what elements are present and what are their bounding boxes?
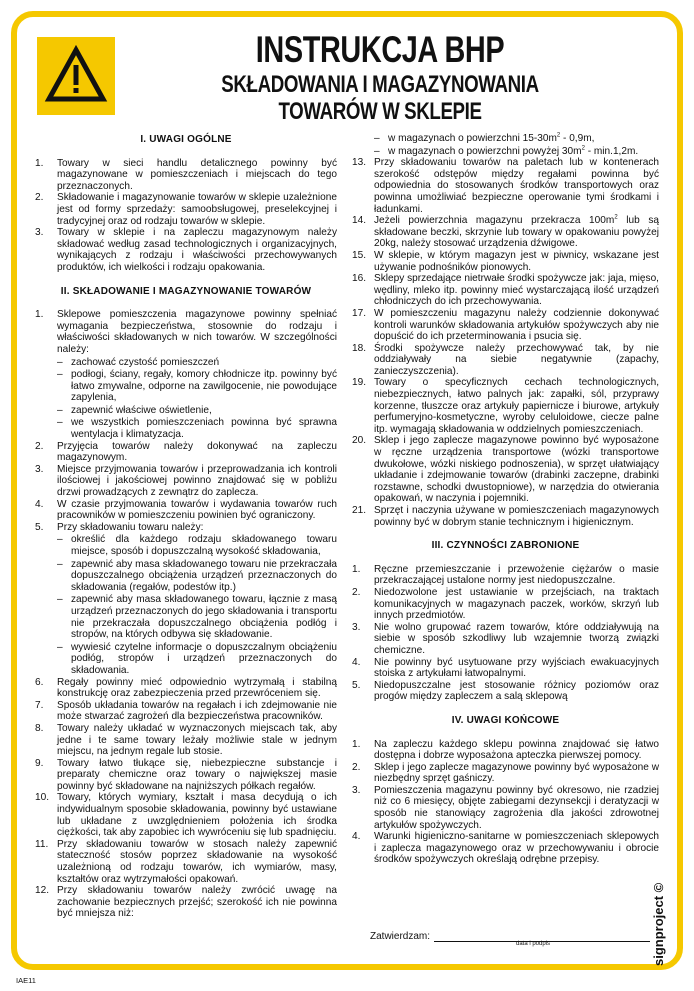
- list-item: 3. Pomieszczenia magazynu powinny być okresowo, nie rzadziej niż co 6 miesięcy, objęte zabiegami dezynsekcji i deratyzacji w sposób nie stanowiący zagrożenia dla jakości zdrowotnej artykułów spożywczych.: [352, 784, 659, 831]
- section-1-heading: I. UWAGI OGÓLNE: [140, 134, 232, 145]
- section-2-list: [35, 309, 337, 920]
- list-item: 19. Towary o specyficznych cechach technologicznych, niebezpiecznych, łatwo palnych jak: zapałki, sól, przyprawy korzenne, tłuszcze oraz artykuły papiernicze i biurowe, artykuły perfumeryjno-kosmetyczne, wyroby celuloidowe, ciecze palne itp. wymagają składowania w oddzielnych pomieszczeniach.: [352, 377, 659, 435]
- list-item: 2. Składowanie i magazynowanie towarów w sklepie uzależnione jest od formy sprzedaży: samoobsługowej, preselekcyjnej i tradycyjnej oraz od rodzaju towarów w sklepie.: [35, 192, 337, 227]
- list-item: 14. Jeżeli powierzchnia magazynu przekracza $100m^2$ lub są składowane beczki, skrzynie lub towary w opakowaniu powyżej 20kg, należy stosować urządzenia dźwigowe.: [352, 214, 659, 250]
- list-item: 2. Przyjęcia towarów należy dokonywać na zapleczu magazynowym.: [35, 440, 337, 464]
- list-item: 11. Przy składowaniu towarów w stosach należy zapewnić stateczność stosów poprzez składowanie na wysokość uzależnioną od rodzaju towarów, ich wymiarów, masy, kształtów oraz wytrzymałości opakowań.: [35, 838, 337, 885]
- title-line-3: TOWARÓW W SKLEPIE: [278, 98, 482, 125]
- warning-sign: [37, 37, 115, 115]
- list-item: 1. Ręczne przemieszczanie i przewożenie ciężarów o masie przekraczającej ustalone normy jest niedopuszczalne.: [352, 563, 659, 587]
- list-item: 3. Nie wolno grupować razem towarów, które oddziaływują na siebie w sposób szkodliwy lub wzajemnie tworzą związki chemiczne.: [352, 621, 659, 656]
- signature-label: Zatwierdzam:: [370, 931, 431, 942]
- list-item: 12. Przy składowaniu towarów należy zwrócić uwagę na zachowanie bezpiecznych przejść; szerokość ich nie powinna być mniejsza niż:: [35, 885, 337, 920]
- list-item: 2. Sklep i jego zaplecze magazynowe powinny być wyposażone w niezbędny sprzęt gaśniczy.: [352, 761, 659, 785]
- list-item: 4. W czasie przyjmowania towarów i wydawania towarów ruch pracowników w pomieszczeniu powinien być ograniczony.: [35, 498, 337, 522]
- list-item: 7. Sposób układania towarów na regałach i ich zdejmowanie nie może stwarzać zagrożeń dla bezpieczeństwa pracowników.: [35, 699, 337, 723]
- sub-item: – zapewnić właściwe oświetlenie,: [57, 404, 212, 416]
- title-line-1: INSTRUKCJA BHP: [255, 29, 505, 70]
- sub-item: – wywiesić czytelne informacje o dopuszczalnym obciążeniu podłóg, stropów i urządzeń przeznaczonych do składowania.: [57, 641, 337, 676]
- right-column: [352, 132, 659, 866]
- list-item: 1. Sklepowe pomieszczenia magazynowe powinny spełniać wymagania bezpieczeństwa, stosownie do rodzaju i właściwości składowanych w nich towarów. W szczególności należy: – zachować czystość pomieszczeń – podłogi, ściany, regały, komory chłodnicze itp. powinny być łatwo zmywalne, odporne na zawilgocenie, nie powodujące zapylenia, – zapewnić właściwe oświetlenie, – we wszystkich pomieszczeniach powinna być sprawna wentylacja i klimatyzacja.: [35, 309, 337, 441]
- list-item: 15. W sklepie, w którym magazyn jest w piwnicy, wskazane jest używanie podnośników pionowych.: [352, 249, 659, 273]
- list-item: 9. Towary łatwo tłukące się, niebezpieczne substancje i preparaty chemiczne oraz towary o największej masie powinny być składowane na najniższych półkach regałów.: [35, 757, 337, 792]
- list-item: 10. Towary, których wymiary, kształt i masa decydują o ich indywidualnym sposobie składowania, powinny być ustawiane lub układane z uwzględnieniem położenia ich środka ciężkości, tak aby zapobiec ich wywróceniu się lub spadnięciu.: [35, 792, 337, 839]
- warning-triangle-icon: [37, 37, 115, 115]
- section-1-list: [35, 158, 337, 274]
- list-item: 4. Warunki higieniczno-sanitarne w pomieszczeniach sklepowych i zaplecza magazynowego oraz w przechowywaniu i obrocie środków spożywczych określają odrębne przepisy.: [352, 831, 659, 866]
- signature-caption: data i podpis: [516, 941, 551, 947]
- section-4-list: [352, 739, 659, 867]
- list-item: 5. Przy składowaniu towaru należy: – określić dla każdego rodzaju składowanego towaru miejsce, sposób i dopuszczalną wysokość składowania, – zapewnić aby masa składowanego towaru nie przekraczała dopuszczalnego obciążenia urządzeń przeznaczonych do składowania (regałów, podestów itp.) – zapewnić aby masa składowanego towaru, łącznie z masą urządzeń przeznaczonych do jego składowania i transportu nie przekraczała dopuszczalnego obciążenia podłóg i stropów, na których odbywa się składowanie. – wywiesić czytelne informacje o dopuszczalnym obciążeniu podłóg, stropów i urządzeń przeznaczonych do składowania.: [35, 521, 337, 676]
- section-4-heading: IV. UWAGI KOŃCOWE: [451, 714, 560, 726]
- list-item: 20. Sklep i jego zaplecze magazynowe powinno być wyposażone w ręczne urządzenia transportowe (wózki transportowe dwukołowe, wózki niskiego podnoszenia), w sprzęt ułatwiający układanie i zdejmowanie towarów (drabinki zaczepne, drabinki rozstawne, schodki dwustopniowe), w narzędzia do otwierania opakowań, w naczynia i pojemniki.: [352, 435, 659, 505]
- sub-item: – podłogi, ściany, regały, komory chłodnicze itp. powinny być łatwo zmywalne, odporne na zawilgocenie, nie powodujące zapylenia,: [57, 369, 337, 404]
- signature-field: [370, 931, 650, 942]
- left-column: [35, 132, 337, 920]
- list-item: 3. Towary w sklepie i na zapleczu magazynowym należy składować według zasad technologicznych i organizacyjnych, wynikających z rodzaju i właściwości przechowywanych produktów, ich wielkości i rodzaju opakowania.: [35, 227, 337, 273]
- poster-title: [177, 31, 583, 125]
- sub-item: – zachować czystość pomieszczeń: [57, 356, 220, 368]
- sub-item: – w magazynach o powierzchni $15-30m^2 - 0,9m$,: [374, 132, 595, 144]
- list-item: 4. Nie powinny być usytuowane przy wyjściach ewakuacyjnych stoiska z artykułami łatwopalnymi.: [352, 656, 659, 680]
- list-item: 13. Przy składowaniu towarów na paletach lub w kontenerach szerokość odstępów między regałami powinna być odpowiednia do stosowanych środków transportowych oraz powinna umożliwiać bezpieczne operowanie tymi środkami i ładunkami.: [352, 157, 659, 215]
- section-2-heading: II. SKŁADOWANIE I MAGAZYNOWANIE TOWARÓW: [60, 285, 312, 297]
- sub-item: – w magazynach o powierzchni powyżej $30m^2 - \min.1,2m$.: [374, 145, 639, 157]
- sub-item: – określić dla każdego rodzaju składowanego towaru miejsce, sposób i dopuszczalną wysokość składowania,: [57, 534, 337, 557]
- sub-item: – zapewnić aby masa składowanego towaru, łącznie z masą urządzeń przeznaczonych do jego składowania i transportu nie przekraczała dopuszczalnego obciążenia podłóg i stropów, na których odbywa się składowanie.: [57, 594, 337, 641]
- item-12-continuation: [352, 133, 659, 157]
- list-item: 2. Niedozwolone jest ustawianie w przejściach, na traktach komunikacyjnych w magazynach paczek, worków, skrzyń lub innych przedmiotów.: [352, 586, 659, 622]
- list-item: 8. Towary należy układać w wyznaczonych miejscach tak, aby jedne i te same towary leżały możliwie stale w jednym miejscu, na jednym regale lub stosie.: [35, 722, 337, 758]
- section-3-list: [352, 564, 659, 703]
- sub-item: – zapewnić aby masa składowanego towaru nie przekraczała dopuszczalnego obciążenia urządzeń przeznaczonych do składowania (regałów, podestów itp.): [57, 558, 337, 593]
- title-line-2: SKŁADOWANIA I MAGAZYNOWANIA: [221, 71, 539, 98]
- brand-mark: signproject ©: [651, 882, 666, 966]
- list-item: 5. Niedopuszczalne jest stosowanie różnicy poziomów oraz progów między zapleczem a salą sklepową: [352, 679, 659, 703]
- section-2-list-continued: [352, 157, 659, 528]
- list-item: 18. Środki spożywcze należy przechowywać tak, by nie oddziaływały na siebie negatywnie (zapachy, zanieczyszczenia).: [352, 342, 659, 377]
- sub-item: – we wszystkich pomieszczeniach powinna być sprawna wentylacja i klimatyzacja.: [57, 417, 337, 441]
- list-item: 17. W pomieszczeniu magazynu należy codziennie dokonywać kontroli warunków składowania artykułów spożywczych aby nie dopuścić do ich przeterminowania i psucia się.: [352, 307, 659, 343]
- list-item: 1. Na zapleczu każdego sklepu powinna znajdować się łatwo dostępna i dobrze wyposażona apteczka pierwszej pomocy.: [352, 738, 659, 762]
- list-item: 16. Sklepy sprzedające nietrwałe środki spożywcze jak: jaja, mięso, wędliny, mleko itp. powinny mieć wystarczającą ilość urządzeń chłodniczych do ich przechowywania.: [352, 273, 659, 308]
- product-code: IAE11: [16, 976, 36, 985]
- list-item: 3. Miejsce przyjmowania towarów i przeprowadzania ich kontroli ilościowej i jakościowej powinno znajdować się w pobliżu drzwi prowadzących z zewnątrz do zaplecza.: [35, 463, 337, 499]
- list-item: 1. Towary w sieci handlu detalicznego powinny być magazynowane w pomieszczeniach i miejscach do tego przeznaczonych.: [35, 157, 337, 192]
- list-item: 21. Sprzęt i naczynia używane w pomieszczeniach magazynowych powinny być w dobrym stanie technicznym i higienicznym.: [352, 505, 659, 528]
- section-3-heading: III. CZYNNOŚCI ZABRONIONE: [431, 540, 580, 552]
- list-item: 6. Regały powinny mieć odpowiednio wytrzymałą i stabilną konstrukcję oraz zabezpieczenia przed przewróceniem się.: [35, 676, 337, 700]
